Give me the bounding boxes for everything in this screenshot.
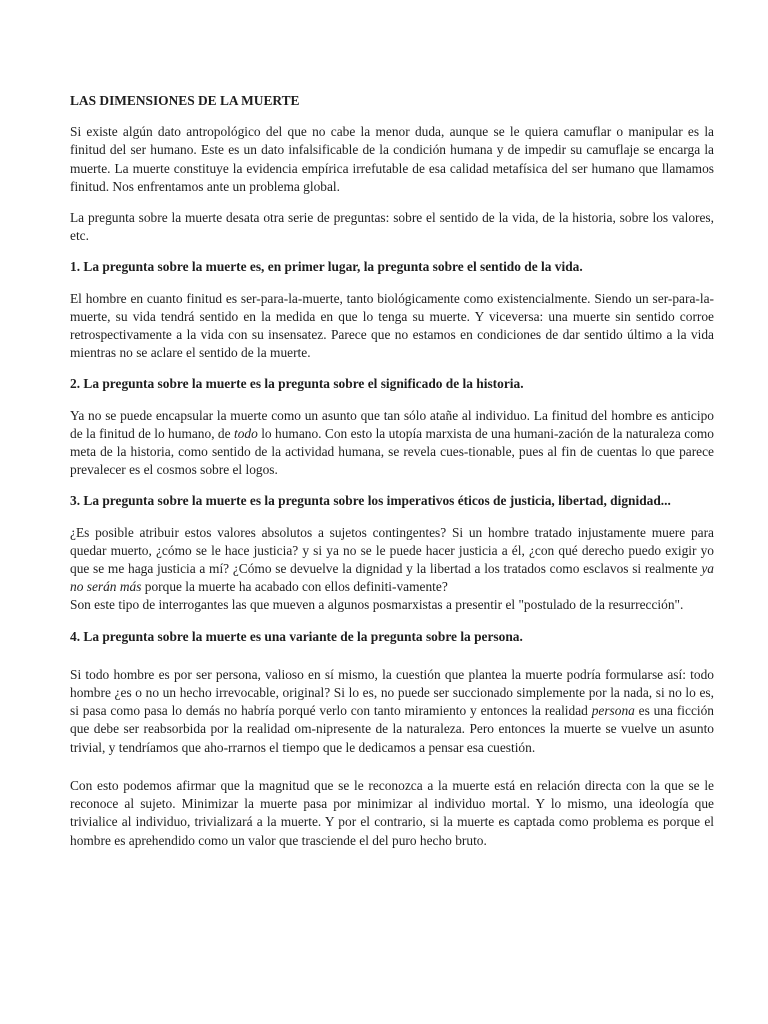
section-3-text-a: ¿Es posible atribuir estos valores absolutos a sujetos contingentes? Si un hombre tratado injustamente muere para quedar muerto, ¿cómo se le hace justicia? y si ya no se le puede hacer justicia a él, ¿con qué derecho puedo exigir yo que se me haga justicia a mí? ¿Cómo se devuelve la dignidad y la libertad a los tratados como esclavos si realmente <box>70 524 714 577</box>
section-4-paragraph-2: Con esto podemos afirmar que la magnitud que se le reconozca a la muerte está en relación directa con la que se le reconoce al sujeto. Minimizar la muerte pasa por minimizar al individuo mortal. Y lo mismo, una ideología que trivialice al individuo, trivializará a la muerte. Y por el contrario, si la muerte es captada como problema es porque el hombre es aprehendido como un valor que trasciende el del puro hecho bruto. <box>70 777 714 848</box>
section-3-heading: 3. La pregunta sobre la muerte es la pregunta sobre los imperativos éticos de justicia, libertad, dignidad... <box>70 493 671 509</box>
section-3-paragraph-1 <box>70 524 714 597</box>
section-2-text-b: lo humano. Con esto la utopía marxista de una humani-zación de la naturaleza como meta de la historia, como sentido de la actividad humana, se revela cues-tionable, pues al fin de cuentas lo que parece prevalecer es el cosmos sobre el logos. <box>70 425 714 478</box>
section-2-emphasis: todo <box>233 425 258 441</box>
intro-paragraph-1: Si existe algún dato antropológico del que no cabe la menor duda, aunque se le quiera camuflar o manipular es la finitud del ser humano. Este es un dato infalsificable de la condición humana y de impedir su camuflaje se encarga la muerte. La muerte constituye la evidencia empírica irrefutable de esa calidad metafísica del ser humano que llamamos finitud. Nos enfrentamos ante un problema global. <box>70 124 714 194</box>
section-3-text-b: porque la muerte ha acabado con ellos definiti-vamente? <box>141 579 448 595</box>
section-4-emphasis: persona <box>591 703 635 719</box>
section-4-text-a: Si todo hombre es por ser persona, valioso en sí mismo, la cuestión que plantea la muerte podría formularse así: todo hombre ¿es o no un hecho irrevocable, original? Si lo es, no puede ser succionado simplemente por la nada, si no lo es, si pasa como pasa lo demás no habría porqué verlo con tanto miramiento y entonces la realidad <box>70 666 714 719</box>
document-title: LAS DIMENSIONES DE LA MUERTE <box>70 93 300 108</box>
section-4-text-b: es una ficción que debe ser reabsorbida por la realidad om-nipresente de la naturaleza. Pero entonces la muerte se vuelve un asunto trivial, y tendríamos que aho-rrarnos el tiempo que le dedicamos a pensar esa cuestión. <box>70 703 714 755</box>
section-2-paragraph <box>70 407 714 480</box>
section-1-heading: 1. La pregunta sobre la muerte es, en primer lugar, la pregunta sobre el sentido de la vida. <box>70 259 583 275</box>
section-1-paragraph: El hombre en cuanto finitud es ser-para-la-muerte, tanto biológicamente como existencialmente. Siendo un ser-para-la-muerte, su vida tendrá sentido en la medida en que lo tenga su muerte. Y viceversa: una muerte sin sentido corroe retrospectivamente a la vida con su insensatez. Parece que no estamos en condiciones de dar sentido último a la vida mientras no se aclare el sentido de la muerte. <box>70 290 714 361</box>
document-page <box>70 92 714 863</box>
section-4-heading: 4. La pregunta sobre la muerte es una variante de la pregunta sobre la persona. <box>70 628 523 644</box>
intro-paragraph-2: La pregunta sobre la muerte desata otra serie de preguntas: sobre el sentido de la vida, de la historia, sobre los valores, etc. <box>70 210 714 244</box>
section-3-paragraph-2: Son este tipo de interrogantes las que mueven a algunos posmarxistas a presentir el "postulado de la resurrección". <box>70 597 684 613</box>
section-2-text-a: Ya no se puede encapsular la muerte como un asunto que tan sólo atañe al individuo. La finitud del hombre es anticipo de la finitud de lo humano, de <box>70 407 714 441</box>
section-3-emphasis: ya no serán más <box>70 561 714 595</box>
section-4-paragraph-1 <box>70 666 714 757</box>
section-2-heading: 2. La pregunta sobre la muerte es la pregunta sobre el significado de la historia. <box>70 376 524 392</box>
